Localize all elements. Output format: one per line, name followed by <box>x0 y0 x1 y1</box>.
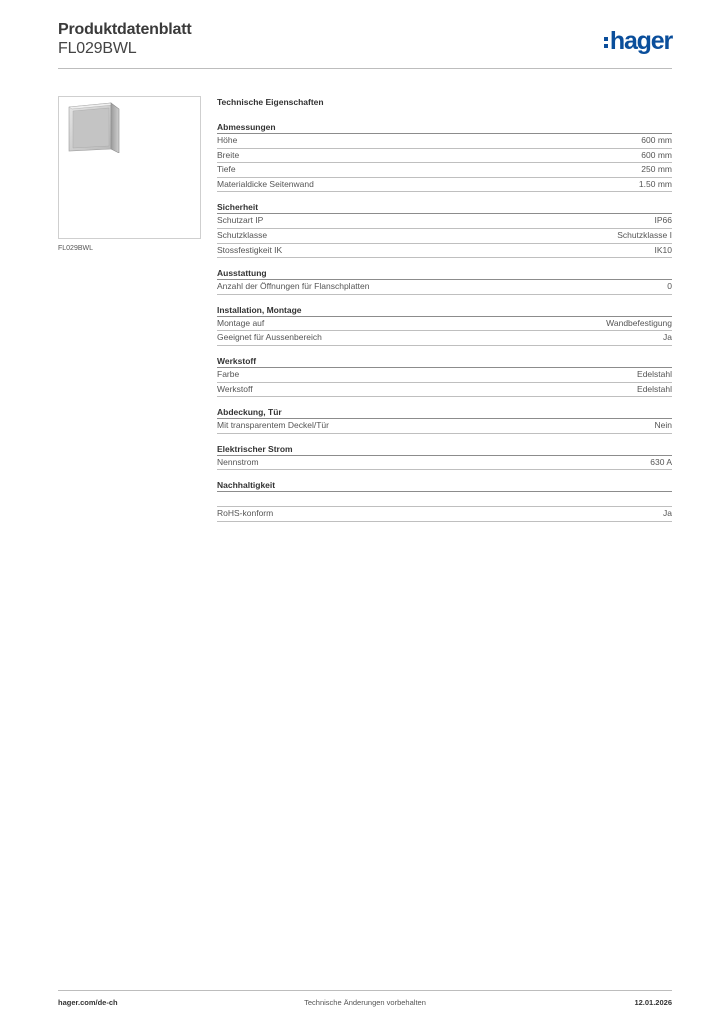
spec-row <box>217 149 672 164</box>
spec-section-abmessungen <box>217 121 672 192</box>
spec-label: Werkstoff <box>217 383 253 394</box>
spec-label: Breite <box>217 149 240 160</box>
spec-value: 250 mm <box>641 164 672 175</box>
enclosure-image <box>63 101 125 153</box>
spec-value: IP66 <box>654 215 672 226</box>
spec-row <box>217 229 672 244</box>
spec-value: Nein <box>654 420 672 431</box>
spec-row <box>217 178 672 193</box>
spec-value: Schutzklasse I <box>617 229 672 240</box>
technical-specs <box>217 96 672 531</box>
spec-value: Edelstahl <box>637 383 672 394</box>
spec-value: 630 A <box>650 456 672 467</box>
page-title: Produktdatenblatt <box>58 21 192 38</box>
spec-row <box>217 280 672 295</box>
spec-label: Stossfestigkeit IK <box>217 244 283 255</box>
spec-label: Schutzklasse <box>217 229 268 240</box>
spec-value: Ja <box>663 332 672 343</box>
footer-date: 12.01.2026 <box>634 998 672 1007</box>
spec-row <box>217 456 672 471</box>
spec-section-abdeckung <box>217 406 672 434</box>
spec-section-sicherheit <box>217 201 672 258</box>
spec-label: Materialdicke Seitenwand <box>217 178 314 189</box>
section-title: Werkstoff <box>217 355 672 368</box>
section-title: Nachhaltigkeit <box>217 479 672 492</box>
spec-label: Farbe <box>217 368 240 379</box>
spec-value: Ja <box>663 507 672 518</box>
specs-title: Technische Eigenschaften <box>217 97 324 107</box>
section-title: Sicherheit <box>217 201 672 214</box>
footer-notice: Technische Änderungen vorbehalten <box>304 998 426 1007</box>
spec-value: Wandbefestigung <box>606 317 672 328</box>
spec-section-installation <box>217 304 672 346</box>
page-header <box>58 20 672 68</box>
spec-label: Tiefe <box>217 164 236 175</box>
spec-row <box>217 317 672 332</box>
spec-label: RoHS-konform <box>217 507 274 518</box>
spec-value: Edelstahl <box>637 368 672 379</box>
spec-section-strom <box>217 443 672 471</box>
spec-label: Geeignet für Aussenbereich <box>217 332 322 343</box>
spec-label: Mit transparentem Deckel/Tür <box>217 420 329 431</box>
spec-row <box>217 163 672 178</box>
footer-divider <box>58 990 672 991</box>
spec-label: Montage auf <box>217 317 265 328</box>
spec-row <box>217 214 672 229</box>
spec-value: 0 <box>667 281 672 292</box>
spec-row <box>217 383 672 398</box>
footer-website-link[interactable]: hager.com/de-ch <box>58 998 118 1007</box>
spec-section-werkstoff <box>217 355 672 397</box>
spec-section-ausstattung <box>217 267 672 295</box>
spec-label: Anzahl der Öffnungen für Flanschplatten <box>217 281 370 292</box>
spec-label: Höhe <box>217 135 238 145</box>
spec-row <box>217 244 672 259</box>
product-image-frame <box>58 96 201 239</box>
product-image-caption: FL029BWL <box>58 245 94 252</box>
spec-label: Nennstrom <box>217 456 259 467</box>
product-number: FL029BWL <box>58 40 137 57</box>
section-title: Ausstattung <box>217 267 672 280</box>
spec-value: 600 mm <box>641 149 672 160</box>
spec-value: 1.50 mm <box>638 178 672 189</box>
section-title: Installation, Montage <box>217 304 672 317</box>
logo-colon-icon <box>604 37 608 48</box>
spec-row <box>217 419 672 434</box>
section-title: Abdeckung, Tür <box>217 406 672 419</box>
spec-label: Schutzart IP <box>217 215 264 226</box>
logo-text: hager <box>609 27 672 55</box>
header-divider <box>58 68 672 69</box>
spec-row <box>217 368 672 383</box>
empty-row <box>217 492 672 507</box>
spec-row <box>217 507 672 522</box>
spec-row <box>217 331 672 346</box>
section-title: Abmessungen <box>217 121 672 134</box>
spec-value: 600 mm <box>641 135 672 145</box>
hager-logo <box>604 28 672 54</box>
page-footer <box>58 998 672 1010</box>
section-title: Elektrischer Strom <box>217 443 672 456</box>
spec-value: IK10 <box>654 244 672 255</box>
spec-row <box>217 134 672 149</box>
spec-section-nachhaltigkeit <box>217 479 672 521</box>
